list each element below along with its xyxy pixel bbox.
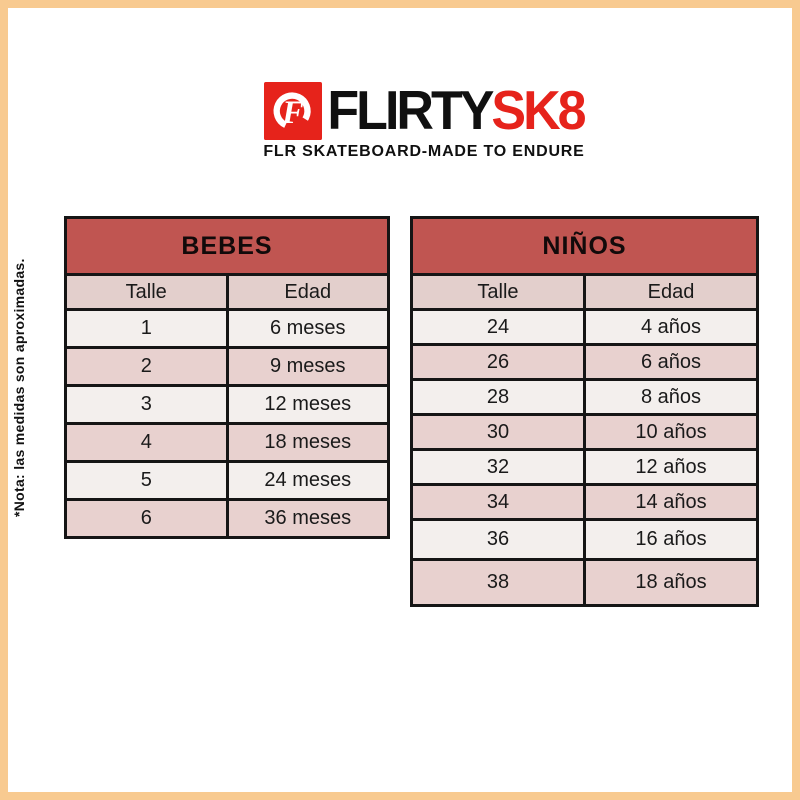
table-row [412, 345, 758, 380]
talle-cell: 28 [412, 380, 585, 415]
table-row [412, 520, 758, 560]
ninos-col-edad: Edad [585, 275, 758, 310]
edad-cell: 24 meses [227, 462, 389, 500]
edad-cell: 4 años [585, 310, 758, 345]
talle-cell: 4 [66, 424, 228, 462]
edad-cell: 14 años [585, 485, 758, 520]
bebes-table-title: BEBES [66, 218, 389, 275]
edad-cell: 36 meses [227, 500, 389, 538]
edad-cell: 10 años [585, 415, 758, 450]
edad-cell: 6 meses [227, 310, 389, 348]
edad-cell: 12 meses [227, 386, 389, 424]
talle-cell: 30 [412, 415, 585, 450]
edad-cell: 9 meses [227, 348, 389, 386]
talle-cell: 38 [412, 560, 585, 606]
bebes-col-talle: Talle [66, 275, 228, 310]
edad-cell: 18 meses [227, 424, 389, 462]
talle-cell: 24 [412, 310, 585, 345]
table-row [66, 386, 389, 424]
table-row [66, 348, 389, 386]
talle-cell: 32 [412, 450, 585, 485]
table-row [412, 485, 758, 520]
table-row [412, 450, 758, 485]
ninos-column-header-row [412, 275, 758, 310]
talle-cell: 36 [412, 520, 585, 560]
talle-cell: 34 [412, 485, 585, 520]
edad-cell: 18 años [585, 560, 758, 606]
talle-cell: 2 [66, 348, 228, 386]
ninos-col-talle: Talle [412, 275, 585, 310]
bebes-title-row [66, 218, 389, 275]
svg-text:F: F [282, 94, 305, 131]
bebes-col-edad: Edad [227, 275, 389, 310]
edad-cell: 6 años [585, 345, 758, 380]
bebes-column-header-row [66, 275, 389, 310]
brand-logo [256, 82, 592, 161]
table-row [66, 310, 389, 348]
brand-name [327, 81, 583, 142]
talle-cell: 5 [66, 462, 228, 500]
approx-note-vertical-text: *Nota: las medidas son aproximadas. [11, 258, 27, 518]
brand-name-sk8: SK8 [491, 80, 584, 142]
talle-cell: 1 [66, 310, 228, 348]
table-row [66, 462, 389, 500]
edad-cell: 8 años [585, 380, 758, 415]
talle-cell: 3 [66, 386, 228, 424]
table-row [66, 500, 389, 538]
ninos-title-row [412, 218, 758, 275]
table-row [412, 560, 758, 606]
brand-logo-row [264, 82, 583, 140]
edad-cell: 16 años [585, 520, 758, 560]
ninos-table-title: NIÑOS [412, 218, 758, 275]
brand-tagline: FLR SKATEBOARD-MADE TO ENDURE [263, 143, 585, 160]
table-row [412, 415, 758, 450]
table-row [66, 424, 389, 462]
ninos-size-table [410, 216, 759, 607]
table-row [412, 380, 758, 415]
table-row [412, 310, 758, 345]
edad-cell: 12 años [585, 450, 758, 485]
flirtysk8-f-badge-icon [264, 82, 322, 140]
talle-cell: 6 [66, 500, 228, 538]
brand-name-flirty: FLIRTY [327, 80, 492, 142]
talle-cell: 26 [412, 345, 585, 380]
bebes-size-table [64, 216, 390, 539]
